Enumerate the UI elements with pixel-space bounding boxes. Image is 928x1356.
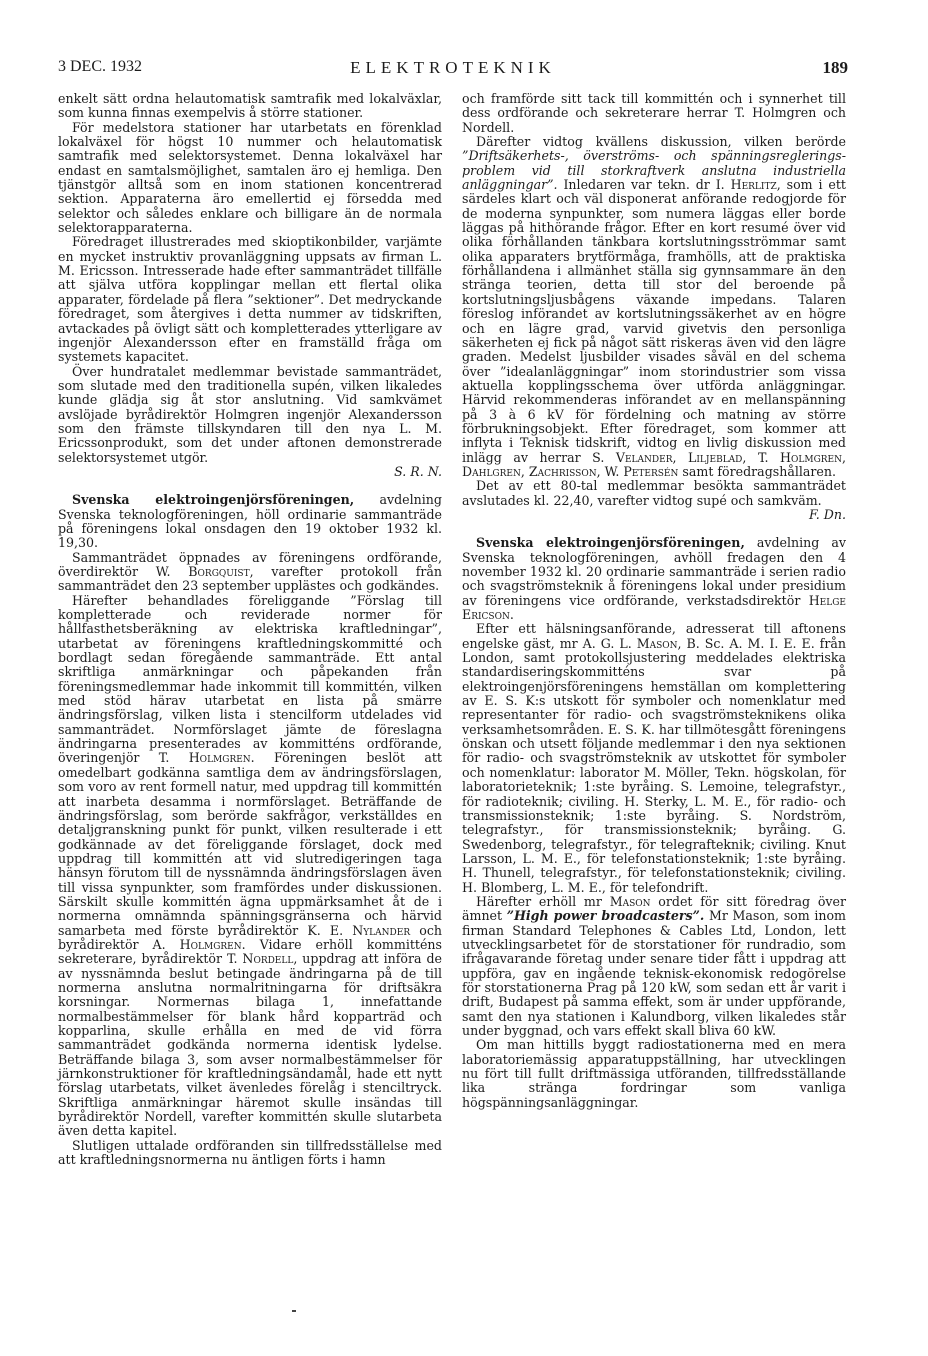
person-name: Liljeblad	[688, 449, 743, 465]
paragraph: och framförde sitt tack till kommittén och i synnerhet till dess ordförande och sekreterare herrar T. Holmgren och Nordell.	[462, 91, 846, 135]
person-name: Borgquist	[188, 564, 250, 579]
person-name: Holmgren	[780, 449, 842, 465]
paragraph: Slutligen uttalade ordföranden sin tillfredsställelse med att kraftledningsnormerna nu äntligen förts i hamn	[58, 1137, 442, 1168]
person-name: Holmgren	[188, 750, 251, 766]
author-signature: S. R. N.	[394, 463, 442, 479]
paragraph: Det av ett 80-tal medlemmar besökta sammanträdet avslutades kl. 22,40, varefter vidtog supé och samkväm.	[462, 478, 846, 508]
section-paragraph: Svenska elektroingenjörsföreningen, avdelning av Svenska teknologföreningen, avhöll fredagen den 4 november 1932 kl. 20 ordinarie sammanträde i serien radio och svagströmsteknik å föreningens lokal under presidium av föreningens vice ordförande, verkstadsdirektör Helge Ericson.	[462, 535, 846, 623]
person-name: Herlitz	[730, 177, 777, 193]
paragraph: Föredraget illustrerades med skioptikonbilder, varjämte en mycket instruktiv provanläggning uppsats av firman L. M. Ericsson. Intresserade hade efter sammanträdet tillfälle att själva utföra kopplingar mellan ett flertal olika apparater, fördelade på flera ”sektioner”. Det medryckande föredraget, som återgives i detta nummer av tidskriften, avtackades på övligt sätt och kompletterades ytterligare av ingenjör Alexandersson efter en framställd fråga om systemets kapacitet.	[58, 234, 442, 365]
paragraph: Härefter behandlades föreliggande ”Förslag till kompletterade och reviderade normer för hållfasthetsberäkning av elektriska kraftledningar”, utarbetat av föreningens kraftledningskommitté och bordlagt sedan föregående sammanträde. Ett antal skriftliga anmärkningar och påpekanden från föreningsmedlemmar hade inkommit till kommittén, vilken med stöd härav utarbetat en lista på smärre ändringsförslag, vilken lista i stencilform utdelades vid sammanträdet. Normförslaget jämte de föreslagna ändringarna presenterades av kommitténs ordförande, överingenjör T. Holmgren. Föreningen beslöt att omedelbart godkänna samtliga dem av ändringsförslagen, som voro av rent formell natur, med uppdrag till kommittén att inarbeta desamma i normförslaget. Beträffande de ändringsförslag, som berörde sakfrågor, verkställdes en detaljgranskning punkt för punkt, vilken resulterade i ett godkännade av det föreliggande förslaget, dock med uppdrag till kommittén att vid slutredigeringen taga hänsyn förutom till de nyssnämnda ändringsförslagen även till vissa synpunkter, som framfördes under diskussionen. Särskilt skulle kommittén ägna uppmärksamhet åt de i normerna omnämnda spänningsgränserna och härvid samarbeta med förste byrådirektör K. E. Nylander och byrådirektör A. Holmgren. Vidare erhöll kommitténs sekreterare, byrådirektör T. Nordell, uppdrag att införa de av nyssnämnda beslut betingade ändringarna på de till normerna anslutna normalritningarna för driftsäkra korsningar. Normernas bilaga 1, innefattande normalbestämmelser för blank hård kopparträd och kopparlina, skulle erhålla en med de vid förra sammanträdet godkända normerna identisk lydelse. Beträffande bilaga 3, som avser normalbestämmelser för järnkonstruktioner för kraftledningsändamål, hade ett nytt förslag utarbetats, vilket ävenledes förelåg i stenciltryck. Skriftliga anmärkningar häremot skulle insändas till byrådirektör Nordell, varefter kommittén skulle slutarbeta även detta kapitel.	[58, 592, 442, 1139]
right-column	[462, 92, 846, 1110]
section-heading: Svenska elektroingenjörsföreningen,	[72, 492, 355, 508]
person-name: Mason	[609, 893, 651, 909]
person-name: Mason	[636, 635, 678, 651]
running-header	[58, 58, 848, 80]
paragraph: Över hundratalet medlemmar bevistade sammanträdet, som slutade med den traditionella supén, vilken likaledes kunde glädja sig åt stor anslutning. Vid samkvämet avslöjade byrådirektör Holmgren ingenjör Alexandersson som den främste tillskyndaren till den nya L. M. Ericssonprodukt, som det under aftonen demonstrerade selektorsystemet utgör.	[58, 363, 442, 465]
left-column	[58, 92, 442, 1167]
lecture-title: ”High power broadcasters”.	[506, 908, 705, 924]
section-heading: Svenska elektroingenjörsföreningen,	[476, 535, 745, 551]
paragraph: Härefter erhöll mr Mason ordet för sitt föredrag över ämnet ”High power broadcasters”. Mr Mason, som inom firman Standard Telephones & Cables Ltd, London, lett utvecklingsarbetet för de storstationer för rundradio, som ifrågavarande företag under senare tider fått i uppdrag att uppföra, gav en ingående teknisk-ekonomisk redogörelse för storstationerna Prag på 120 kW, som sedan ett år varit i drift, Budapest på samma effekt, som är under uppförande, samt den nya stationen i Kalundborg, vilken likaledes står under byggnad, och vars effekt skall bliva 60 kW.	[462, 893, 846, 1038]
person-name: Holmgren	[179, 936, 242, 952]
page-number: 189	[822, 58, 848, 77]
author-signature: F. Dn.	[809, 506, 846, 522]
paragraph: Om man hittills byggt radiostationerna med en mera laboratoriemässig apparatuppställning, har utvecklingen nu fört till fullt driftmässiga utföranden, tillfredsställande lika stränga fordringar som vanliga högspänningsanläggningar.	[462, 1037, 846, 1110]
person-name: Helge Ericson	[462, 592, 846, 623]
person-name: Nordell	[242, 951, 294, 967]
person-name: Petersén	[623, 463, 679, 479]
print-mark	[292, 1310, 296, 1312]
journal-title: ELEKTROTEKNIK	[350, 58, 556, 77]
paragraph: Efter ett hälsningsanförande, adresserat till aftonens engelske gäst, mr A. G. L. Mason, B. Sc. A. M. I. E. E. från London, samt protokollsjustering meddelades elektriska standardiseringskommitténs svar på elektroingenjörsföreningens hemställan om komplettering av E. S. K:s utskott för symboler och nomenklatur med representanter för radio- och svagströmsteknikens olika verksamhetsområden. E. S. K. har tillmötesgått föreningens önskan och utsett följande medlemmar i den nya sektionen för radio- och svagströmsteknik av utskottet för symboler och nomenklatur: laborator M. Möller, Tekn. högskolan, för laboratorieteknik; 1:ste byråing. S. Lemoine, telegrafstyr., för radioteknik; civiling. H. Sterky, L. M. E., för radio- och transmissionsteknik; 1:ste byråing. S. Nordström, telegrafstyr., för transmissionsteknik; byråing. G. Swedenborg, telegrafstyr., för telegrafteknik; civiling. Knut Larsson, L. M. E., för telefonstationsteknik; 1:ste byråing. H. Thunell, telegrafstyr., för telefonstationsteknik; civiling. H. Blomberg, L. M. E., för telefondrift.	[462, 621, 846, 895]
person-name: Velander	[615, 449, 673, 465]
issue-date: 3 DEC. 1932	[58, 58, 142, 75]
person-name: Dahlgren	[462, 463, 521, 479]
paragraph: Därefter vidtog kvällens diskussion, vilken berörde ”Driftsäkerhets-, överströms- och spänningsreglerings-problem vid till storkraftverk anslutna industriella anläggningar”. Inledaren var tekn. dr I. Herlitz, som i ett särdeles klart och väl disponerat anförande redogjorde för de moderna synpunkter, som numera läggas eller borde läggas på hithörande frågor. Efter en kort resumé över vid olika förhållanden tänkbara kortslutningsströmmar samt olika apparaters brytförmåga, framhölls, att de praktiska förhållandena i allmänhet ställa sig gynnsammare än den stränga teorien, detta till stor del beroende på kortslutningsljusbågens växande impedans. Talaren föreslog införandet av kortslutningssäkerhet av en högre och en lägre grad, varvid givetvis den personliga säkerheten ej fick på något sätt riskeras även vid den lägre graden. Medelst ljusbilder visades såväl en del schema över ”idealanläggningar” inom storindustrier som vissa aktuella kopplingsschema över utförda anläggningar. Härvid rekommenderas införandet av en mellanspänning på 3 à 6 kV för fördelning och matning av större förbrukningsobjekt. Efter föredraget, som kommer att inflyta i Teknisk tidskrift, vidtog en livlig diskussion med inlägg av herrar S. Velander, Liljeblad, T. Holmgren, Dahlgren, Zachrisson, W. Petersén samt föredragshållaren.	[462, 134, 847, 479]
person-name: Nylander	[352, 922, 411, 938]
discussion-topic: ”Driftsäkerhets-, överströms- och spänningsreglerings-problem vid till storkraftverk anslutna industriella anläggningar”.	[462, 148, 846, 193]
paragraph: För medelstora stationer har utarbetats en förenklad lokalväxel för högst 10 nummer och helautomatisk samtrafik med selektorsystemet. Denna lokalväxel har endast en samtalsmöjlighet, samtalen äro ej hemliga. Den tjänstgör alltså som en inom stationen koncentrerad sektion. Apparaterna äro emellertid ej försedda med selektor och således enklare och billigare än de normala selektorapparaterna.	[58, 119, 442, 236]
section-paragraph: Svenska elektroingenjörsföreningen, avdelning Svenska teknologföreningen, höll ordinarie sammanträde på föreningens lokal onsdagen den 19 oktober 1932 kl. 19,30.	[58, 492, 442, 551]
person-name: Zachrisson	[528, 463, 597, 479]
paragraph: Sammanträdet öppnades av föreningens ordförande, överdirektör W. Borgquist, varefter protokoll från sammanträdet den 23 september upplästes och godkändes.	[58, 549, 442, 594]
paragraph: enkelt sätt ordna helautomatisk samtrafik med lokalväxlar, som kunna finnas exempelvis å större stationer.	[58, 91, 442, 121]
